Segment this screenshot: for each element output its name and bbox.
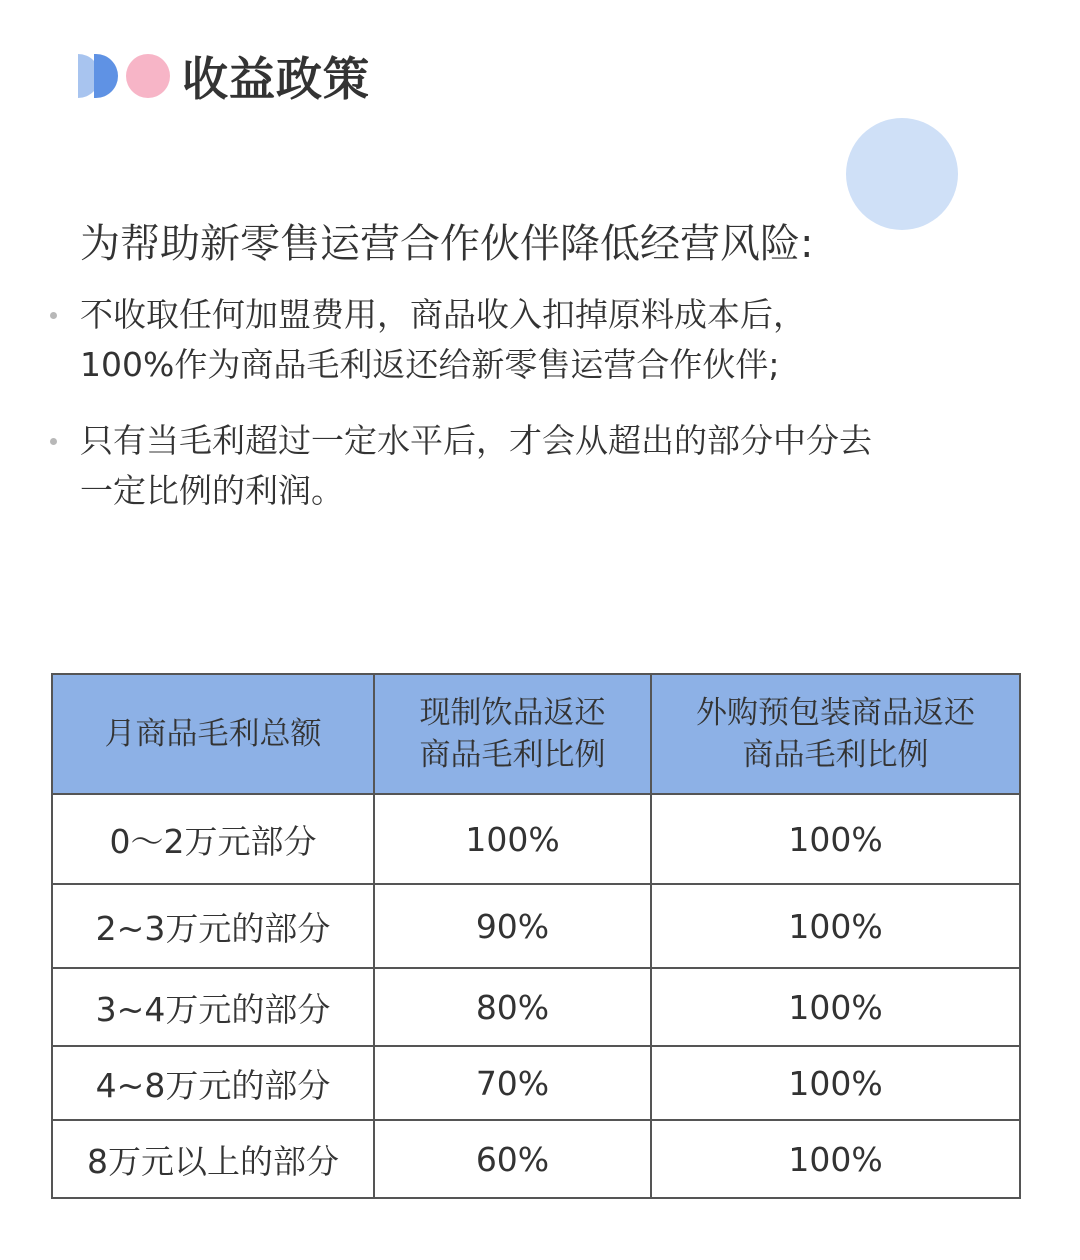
bullet-dot-icon [50, 312, 57, 319]
bullet-line: 不收取任何加盟费用，商品收入扣掉原料成本后， [80, 295, 806, 334]
table-row [52, 968, 1020, 1046]
table-row [52, 884, 1020, 968]
cell-drinks: 90% [374, 884, 651, 968]
cell-packaged: 100% [651, 884, 1020, 968]
cell-range: 8万元以上的部分 [52, 1120, 374, 1198]
cell-drinks: 60% [374, 1120, 651, 1198]
table-row [52, 1046, 1020, 1120]
bullet-dot-icon [50, 438, 57, 445]
cell-packaged: 100% [651, 1120, 1020, 1198]
logo-half-circle-blue [94, 54, 118, 98]
profit-share-table [51, 673, 1021, 1199]
bullet-line: 只有当毛利超过一定水平后，才会从超出的部分中分去 [80, 421, 872, 460]
table-row [52, 1120, 1020, 1198]
cell-drinks: 80% [374, 968, 651, 1046]
page-title: 收益政策 [182, 52, 370, 106]
cell-drinks: 70% [374, 1046, 651, 1120]
cell-range: 2~3万元的部分 [52, 884, 374, 968]
bullet-item [80, 416, 1000, 516]
logo-circle-pink [126, 54, 170, 98]
header-monthly-profit: 月商品毛利总额 [52, 674, 374, 794]
cell-range: 3~4万元的部分 [52, 968, 374, 1046]
cell-packaged: 100% [651, 968, 1020, 1046]
cell-packaged: 100% [651, 794, 1020, 884]
page-header [78, 48, 370, 104]
cell-packaged: 100% [651, 1046, 1020, 1120]
cell-range: 0～2万元部分 [52, 794, 374, 884]
bullet-line: 100%作为商品毛利返还给新零售运营合作伙伴; [80, 345, 780, 384]
dots-logo-icon [78, 50, 172, 102]
header-packaged-ratio: 外购预包装商品返还 商品毛利比例 [651, 674, 1020, 794]
cell-drinks: 100% [374, 794, 651, 884]
decorative-circle [846, 118, 958, 230]
bullet-line: 一定比例的利润。 [80, 471, 344, 510]
table-header-row [52, 674, 1020, 794]
intro-heading: 为帮助新零售运营合作伙伴降低经营风险: [80, 221, 814, 267]
header-drinks-ratio: 现制饮品返还 商品毛利比例 [374, 674, 651, 794]
bullet-item [80, 290, 1000, 390]
cell-range: 4~8万元的部分 [52, 1046, 374, 1120]
table-row [52, 794, 1020, 884]
